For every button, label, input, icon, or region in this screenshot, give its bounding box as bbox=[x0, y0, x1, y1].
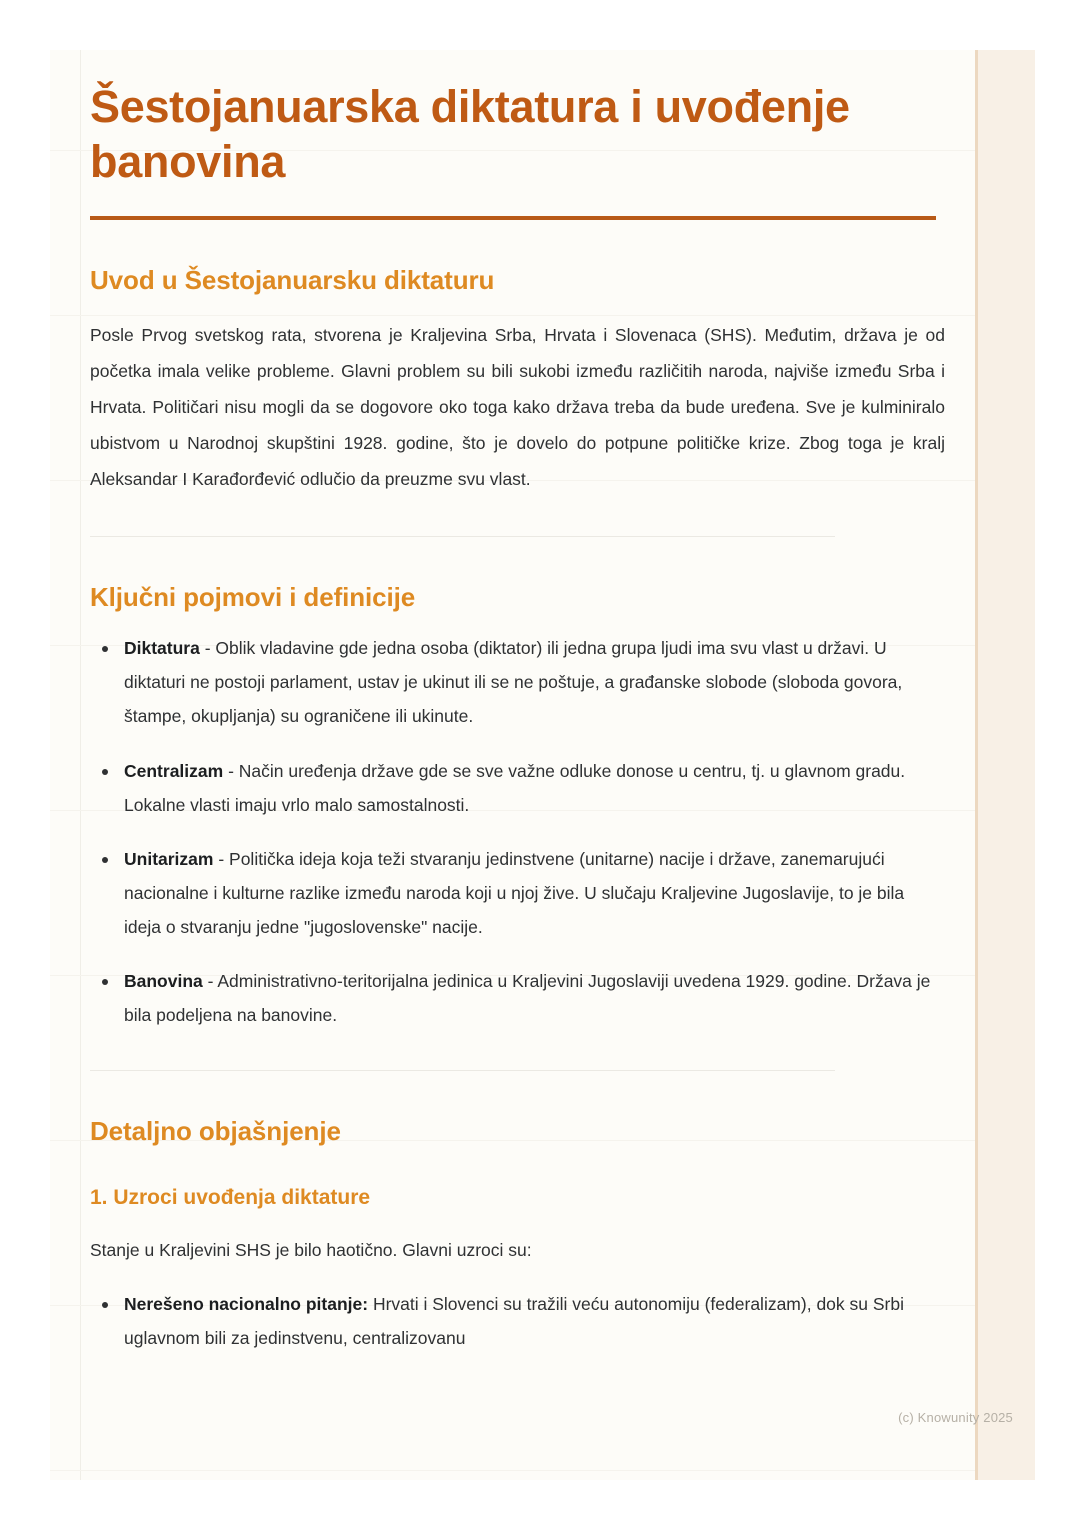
term-label: Diktatura bbox=[124, 638, 200, 659]
subsection-heading-causes: 1. Uzroci uvođenja diktature bbox=[90, 1185, 371, 1209]
document-sheet bbox=[50, 50, 1035, 1480]
term-definition: - Oblik vladavine gde jedna osoba (diktator) ili jedna grupa ljudi ima svu vlast u državi. U diktaturi ne postoji parlament, ustav je ukinut ili se ne poštuje, a građanske slobode (sloboda govora, štampe, okupljanja) su ograničene ili ukinute. bbox=[124, 638, 903, 727]
decorative-side-band-edge bbox=[975, 50, 978, 1480]
list-item bbox=[124, 842, 945, 944]
term-label: Unitarizam bbox=[124, 848, 214, 869]
title-underline-rule bbox=[90, 216, 936, 220]
intro-paragraph: Posle Prvog svetskog rata, stvorena je Kraljevina Srba, Hrvata i Slovenaca (SHS). Međutim, država je od početka imala velike probleme. Glavni problem su bili sukobi između različitih naroda, najviše između Srba i Hrvata. Političari nisu mogli da se dogovore oko toga kako država treba da bude uređena. Sve je kulminiralo ubistvom u Narodnoj skupštini 1928. godine, što je dovelo do potpune političke krize. Zbog toga je kralj Aleksandar I Karađorđević odlučio da preuzme svu vlast. bbox=[90, 325, 945, 489]
term-label: Nerešeno nacionalno pitanje: bbox=[124, 1294, 369, 1315]
section-heading-detailed: Detaljno objašnjenje bbox=[90, 1116, 341, 1147]
key-terms-list bbox=[90, 631, 945, 1032]
list-item bbox=[124, 631, 945, 733]
term-definition: - Politička ideja koja teži stvaranju jedinstvene (unitarne) nacije i države, zanemarujući nacionalne i kulturne razlike između naroda koji u njoj žive. U slučaju Kraljevine Jugoslavije, to je bila ideja o stvaranju jedne "jugoslovenske" nacije. bbox=[124, 848, 905, 938]
section-divider bbox=[90, 1070, 835, 1071]
page-title: Šestojanuarska diktatura i uvođenje banovina bbox=[90, 81, 850, 187]
section-heading-key-terms: Ključni pojmovi i definicije bbox=[90, 581, 416, 612]
copyright-watermark: (c) Knowunity 2025 bbox=[898, 1410, 1013, 1425]
term-label: Centralizam bbox=[124, 760, 224, 781]
term-label: Banovina bbox=[124, 971, 203, 992]
document-content bbox=[90, 50, 945, 1355]
term-definition: - Administrativno-teritorijalna jedinica u Kraljevini Jugoslaviji uvedena 1929. godine. Država je bila podeljena na banovine. bbox=[124, 971, 931, 1026]
section-divider bbox=[90, 536, 835, 537]
list-item bbox=[124, 754, 945, 822]
term-definition: Hrvati i Slovenci su tražili veću autonomiju (federalizam), dok su Srbi uglavnom bili za jedinstvenu, centralizovanu bbox=[124, 1294, 904, 1349]
causes-list bbox=[90, 1287, 945, 1355]
list-item bbox=[124, 1287, 945, 1355]
subsection-paragraph: Stanje u Kraljevini SHS je bilo haotično. Glavni uzroci su: bbox=[90, 1240, 532, 1261]
decorative-side-band bbox=[975, 50, 1035, 1480]
term-definition: - Način uređenja države gde se sve važne odluke donose u centru, tj. u glavnom gradu. Lokalne vlasti imaju vrlo malo samostalnosti. bbox=[124, 760, 906, 815]
list-item bbox=[124, 964, 945, 1032]
section-heading-intro: Uvod u Šestojanuarsku diktaturu bbox=[90, 264, 495, 295]
background-vertical-rule bbox=[80, 50, 81, 1480]
background-horizontal-rule bbox=[50, 1470, 1035, 1471]
